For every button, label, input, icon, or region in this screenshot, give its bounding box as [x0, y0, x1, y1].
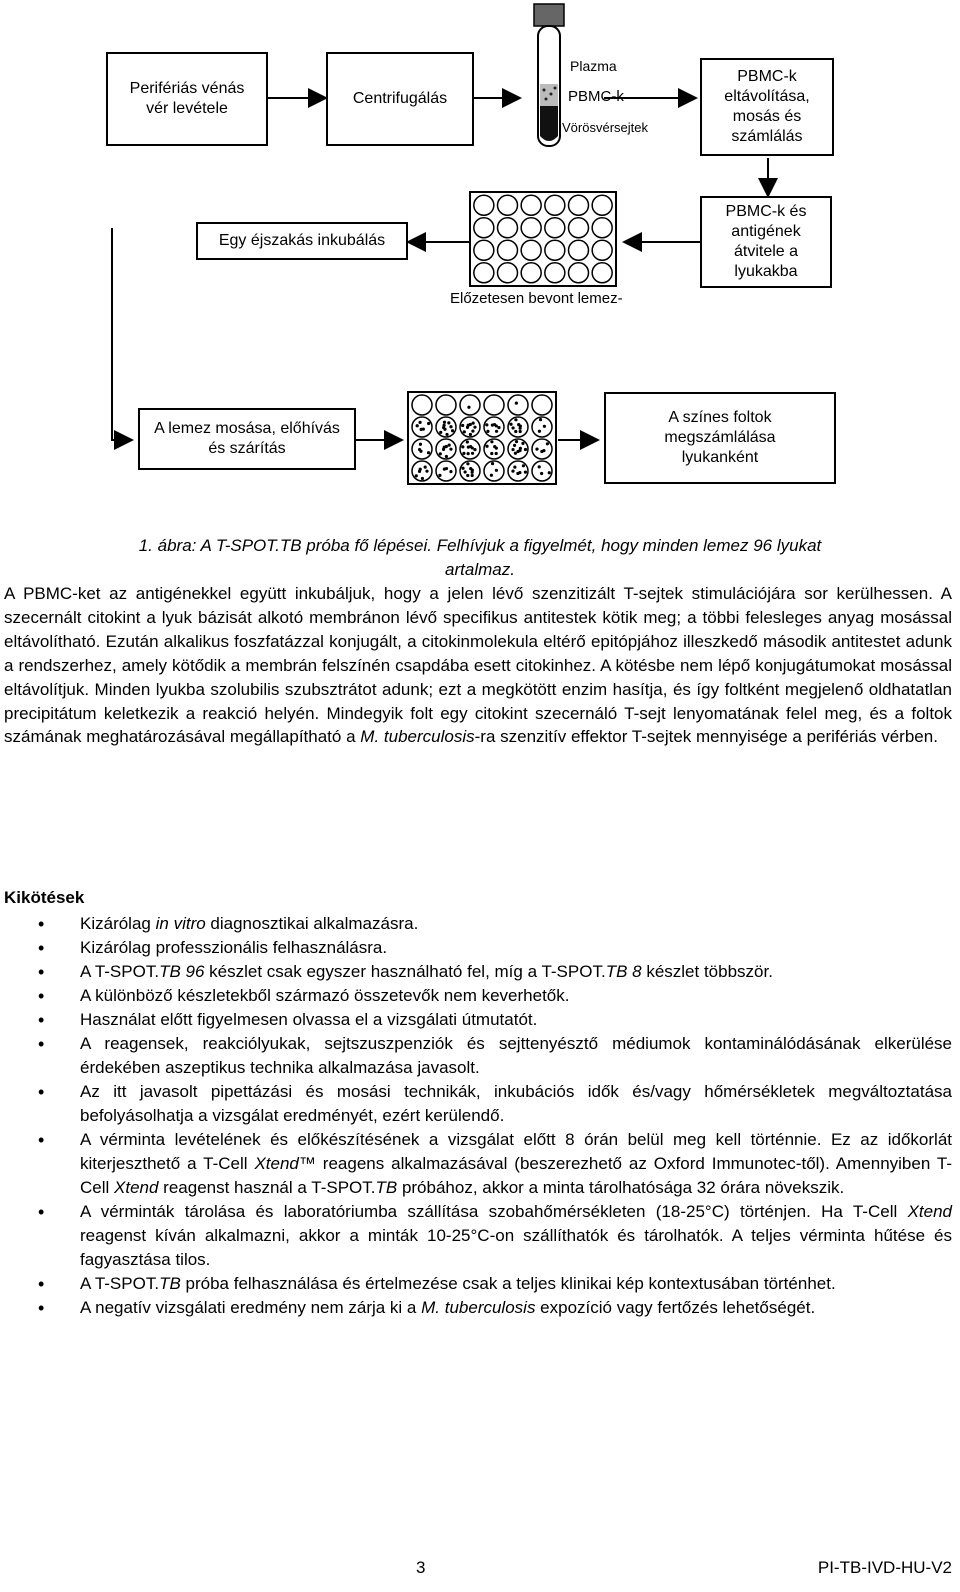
- warning-item: [0, 1032, 952, 1080]
- spot: [485, 423, 488, 426]
- page-number: 3: [416, 1558, 426, 1577]
- plate-well: [484, 417, 504, 437]
- spot: [445, 433, 448, 436]
- tube-label-rbc: Vörösvérsejtek: [562, 120, 648, 135]
- spot: [472, 422, 475, 425]
- spot: [511, 470, 514, 473]
- plate-well: [592, 263, 612, 283]
- spot: [445, 455, 448, 458]
- plate-well: [521, 263, 541, 283]
- plate-label: Előzetesen bevont lemez-: [450, 290, 623, 307]
- spot: [427, 422, 430, 425]
- plate-well: [532, 439, 552, 459]
- spot: [463, 430, 466, 433]
- spot: [546, 442, 549, 445]
- spot: [524, 448, 527, 451]
- spot: [466, 440, 469, 443]
- spot: [461, 467, 464, 470]
- document-code: PI-TB-IVD-HU-V2: [817, 1558, 952, 1577]
- spot: [420, 428, 423, 431]
- warning-text: Kizárólag professzionális felhasználásra.: [80, 938, 388, 957]
- plate-well: [569, 195, 589, 215]
- spot: [469, 433, 472, 436]
- spot: [524, 471, 527, 474]
- spot: [419, 443, 422, 446]
- plate-well: [521, 218, 541, 238]
- warning-text: készlet csak egyszer használható fel, míg a T-SPOT.: [204, 962, 606, 981]
- plate-well: [508, 417, 528, 437]
- spot: [473, 426, 476, 429]
- spot: [445, 467, 448, 470]
- plate-well: [484, 395, 504, 415]
- warning-text: Kizárólag: [80, 914, 156, 933]
- spot: [521, 442, 524, 445]
- plate-well: [569, 263, 589, 283]
- plate-well: [545, 263, 565, 283]
- spot: [449, 425, 452, 428]
- warning-text: készlet többször.: [641, 962, 773, 981]
- warning-item: [0, 984, 952, 1008]
- warning-text: Használat előtt figyelmesen olvassa el a vizsgálati útmutatót.: [80, 1010, 538, 1029]
- plate-well: [521, 195, 541, 215]
- spot: [463, 470, 466, 473]
- spot: [461, 424, 464, 427]
- warning-text: TB 8: [605, 962, 642, 981]
- plate-well: [592, 195, 612, 215]
- spot: [438, 474, 441, 477]
- plate-well: [532, 395, 552, 415]
- warning-text: A reagensek, reakciólyukak, sejtszuszpenziók és sejttenyésztő médiumok kontaminálódásának elkerülése érdekében aszeptikus technika alkalmazása javasolt.: [80, 1034, 952, 1077]
- plate-well: [508, 395, 528, 415]
- description-paragraph: A PBMC-ket az antigénekkel együtt inkubáljuk, hogy a jelen lévő szenzitizált T-sejtek stimulációjára sor kerülhessen. A szecernált citokint a lyuk bázisát alkotó membránon lévő specifikus antitestek kötik meg; a többi felesleges anyag mosással eltávolítható. Ezután alkalikus foszfatázzal konjugált, a citokinmolekula eltérő epitópjához illeszkedő második antitestet adunk a rendszerhez, amely kötődik a membrán felszínén csapdába esett citokinhez. A kötésbe nem lépő konjugátumokat mosással eltávolítjuk. Minden lyukba szolubilis szubsztrátot adunk; ezt a megkötött enzim hasítja, és így foltként megjelenő oldhatatlan precipitátum keletkezik a reakció helyén. Mindegyik folt egy citokint szecernáló T-sejt lenyomatának felel meg, és a foltok számának meghatározásával megállapítható a M. tuberculosis-ra szenzitív effektor T-sejtek mennyisége a perifériás vérben.: [4, 584, 953, 747]
- warning-item: [0, 1296, 952, 1320]
- warning-text: próba felhasználása és értelmezése csak a teljes klinikai kép kontextusában történhet.: [180, 1274, 836, 1293]
- spot: [445, 445, 448, 448]
- plate-well: [498, 240, 518, 260]
- spot: [461, 445, 464, 448]
- warning-item: [0, 1272, 952, 1296]
- warning-text: M. tuberculosis: [421, 1298, 536, 1317]
- spot-plate-icon: [408, 392, 556, 484]
- spot: [539, 418, 542, 421]
- plate-well: [545, 218, 565, 238]
- spot: [439, 452, 442, 455]
- plate-well: [460, 395, 480, 415]
- spot: [466, 474, 469, 477]
- warning-text: Xtend: [907, 1202, 952, 1221]
- spot: [421, 477, 424, 480]
- plate-well: [532, 461, 552, 481]
- spot: [519, 430, 522, 433]
- plate-well: [545, 240, 565, 260]
- warning-text: próbához, akkor a minta tárolhatósága 32 órára növekszik.: [397, 1178, 845, 1197]
- plate-well: [592, 240, 612, 260]
- plate-well: [474, 263, 494, 283]
- plate-well: [474, 195, 494, 215]
- spot: [462, 452, 465, 455]
- warning-text: expozíció vagy fertőzés lehetőségét.: [535, 1298, 816, 1317]
- spot: [538, 430, 541, 433]
- arrow-5-6: [112, 228, 132, 440]
- blood-tube-icon: [534, 4, 564, 146]
- warning-text: TB 96: [159, 962, 205, 981]
- coated-plate-icon: [470, 192, 616, 286]
- plate-well: [474, 218, 494, 238]
- spot: [509, 423, 512, 426]
- step-overnight-incubation: Egy éjszakás inkubálás: [196, 222, 408, 260]
- warning-text: TB: [375, 1178, 398, 1197]
- spot: [418, 421, 421, 424]
- warning-text: TB: [159, 1274, 181, 1293]
- spot: [516, 472, 519, 475]
- spot: [467, 406, 470, 409]
- spot: [497, 426, 500, 429]
- warning-item: [0, 936, 952, 960]
- plate-well: [474, 240, 494, 260]
- spot: [495, 452, 498, 455]
- spot: [471, 429, 474, 432]
- spot: [513, 444, 516, 447]
- plate-well: [436, 461, 456, 481]
- warning-text: diagnosztikai alkalmazásra.: [205, 914, 419, 933]
- warning-text: reagenst használ a T-SPOT.: [158, 1178, 376, 1197]
- spot: [442, 424, 445, 427]
- spot: [467, 452, 470, 455]
- spot: [495, 447, 498, 450]
- spot: [415, 474, 418, 477]
- spot: [443, 421, 446, 424]
- plate-well: [412, 439, 432, 459]
- step-wash-develop: A lemez mosása, előhívás és szárítás: [138, 408, 356, 470]
- plate-well: [498, 218, 518, 238]
- spot: [514, 452, 517, 455]
- warning-text: A negatív vizsgálati eredmény nem zárja ki a: [80, 1298, 422, 1317]
- tube-label-plasma: Plazma: [570, 58, 617, 74]
- warning-text: Xtend: [114, 1178, 159, 1197]
- spot: [515, 440, 518, 443]
- step-transfer: PBMC-k és antigének átvitele a lyukakba: [700, 196, 832, 288]
- spot: [490, 452, 493, 455]
- spot: [471, 452, 474, 455]
- spot: [419, 468, 422, 471]
- spot: [511, 448, 514, 451]
- figure-caption: 1. ábra: A T-SPOT.TB próba fő lépései. Felhívjuk a figyelmét, hogy minden lemez 96 lyukat artalmaz.: [138, 536, 822, 579]
- spot: [543, 425, 546, 428]
- spot: [515, 402, 518, 405]
- spot: [418, 448, 421, 451]
- spot: [416, 424, 419, 427]
- step-pbmc-removal: PBMC-k eltávolítása, mosás és számlálás: [700, 58, 834, 156]
- spot: [514, 418, 517, 421]
- warning-text: Az itt javasolt pipettázási és mosási technikák, inkubációs idők és/vagy hőmérsékletek megváltoztatása befolyásolhatja a vizsgálat eredményét, ezért kerülendő.: [80, 1082, 952, 1125]
- plate-well: [545, 195, 565, 215]
- warning-text: reagenst kíván alkalmazni, akkor a minták 10-25°C-on szállíthatók és tárolhatók. A teljes vérminta hűtése és fagyasztása tilos.: [80, 1226, 952, 1269]
- spot: [491, 462, 494, 465]
- spot: [516, 450, 519, 453]
- spot: [513, 466, 516, 469]
- spot: [486, 430, 489, 433]
- spot: [466, 462, 469, 465]
- spot: [427, 451, 430, 454]
- plate-well: [436, 395, 456, 415]
- warning-item: [0, 1128, 952, 1200]
- spot: [469, 423, 472, 426]
- spot: [514, 430, 517, 433]
- plate-well: [412, 417, 432, 437]
- warning-text: Xtend: [254, 1154, 299, 1173]
- spot: [424, 466, 427, 469]
- plate-well: [484, 439, 504, 459]
- plate-well: [498, 263, 518, 283]
- spot: [511, 426, 514, 429]
- warning-text: A T-SPOT.: [80, 962, 160, 981]
- spot: [425, 470, 428, 473]
- spot: [519, 427, 522, 430]
- spot: [548, 471, 551, 474]
- spot: [471, 446, 474, 449]
- spot: [495, 424, 498, 427]
- spot: [473, 448, 476, 451]
- spot: [471, 471, 474, 474]
- plate-well: [412, 395, 432, 415]
- plate-well: [521, 240, 541, 260]
- warning-text: A vérminta levételének és előkészítésének a vizsgálat előtt 8 órán belül meg kell történnie. Ez az időkorlát kiterjeszthető a T-Cell: [80, 1130, 952, 1173]
- spot: [449, 448, 452, 451]
- warning-item: [0, 912, 952, 936]
- warning-text: ™ reagens alkalmazásával (beszerezhető az Oxford Immunotec-től). Amennyiben T-Cell: [80, 1154, 953, 1197]
- step-count-spots: A színes foltok megszámlálása lyukanként: [604, 392, 836, 484]
- warnings-heading: Kikötések: [4, 888, 85, 907]
- spot: [540, 472, 543, 475]
- warning-text: A T-SPOT.: [80, 1274, 160, 1293]
- plate-well: [592, 218, 612, 238]
- warning-item: [0, 1200, 952, 1272]
- plate-well: [569, 240, 589, 260]
- plate-well: [498, 195, 518, 215]
- warning-text: A vérminták tárolása és laboratóriumba szállítása szobahőmérsékleten (18-25°C) történjen. Ha T-Cell: [80, 1202, 908, 1221]
- step-centrifuge: Centrifugálás: [326, 52, 474, 146]
- plate-well: [460, 439, 480, 459]
- spot: [495, 430, 498, 433]
- warning-item: [0, 1008, 952, 1032]
- spot: [495, 469, 498, 472]
- spot: [471, 474, 474, 477]
- spot: [538, 465, 541, 468]
- spot: [485, 445, 488, 448]
- spot: [540, 450, 543, 453]
- spot: [439, 431, 442, 434]
- step-blood-draw: Perifériás vénás vér levétele: [106, 52, 268, 146]
- warning-item: [0, 1080, 952, 1128]
- plate-well: [460, 461, 480, 481]
- warning-text: A különböző készletekből származó összetevők nem keverhetők.: [80, 986, 570, 1005]
- warning-item: [0, 960, 952, 984]
- warnings-list: [0, 912, 952, 1320]
- warning-text: in vitro: [155, 914, 206, 933]
- plate-well: [569, 218, 589, 238]
- spot: [449, 470, 452, 473]
- spot: [490, 440, 493, 443]
- spot: [448, 444, 451, 447]
- spot: [535, 448, 538, 451]
- spot: [451, 429, 454, 432]
- tube-label-pbmc: PBMC-k: [568, 88, 624, 105]
- spot: [447, 421, 450, 424]
- spot: [522, 464, 525, 467]
- spot: [490, 474, 493, 477]
